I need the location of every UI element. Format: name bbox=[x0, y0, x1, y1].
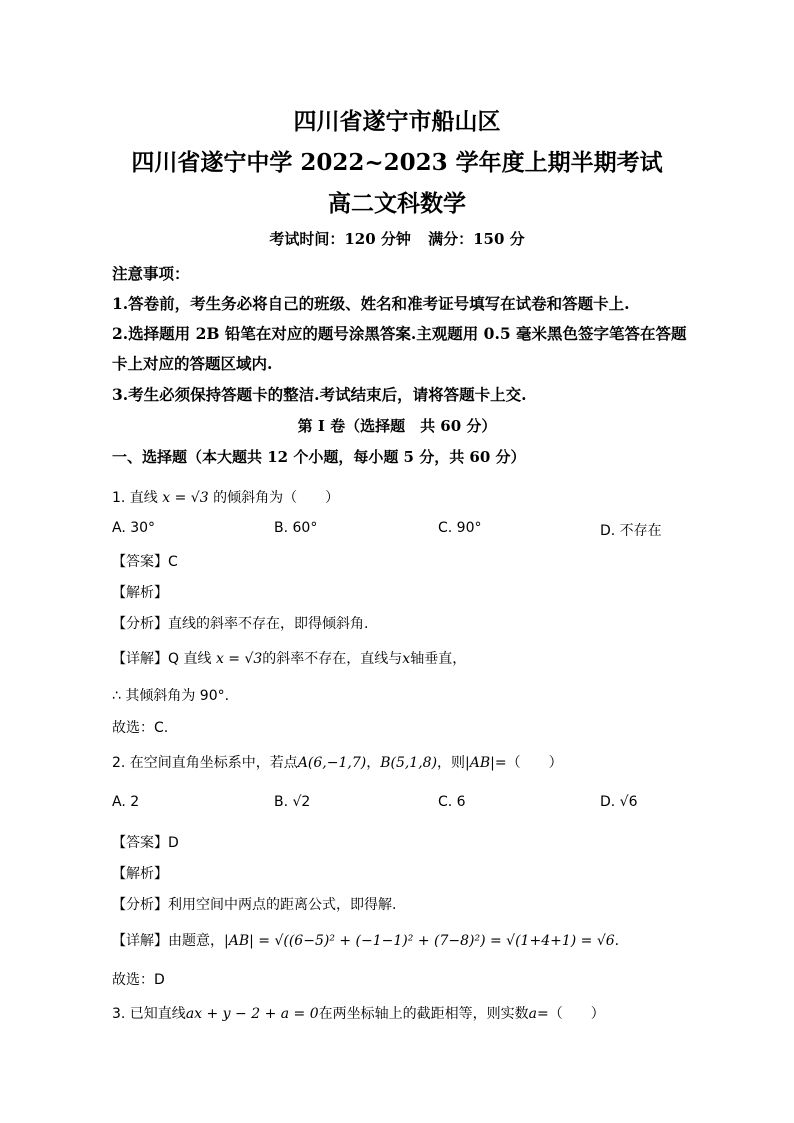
volume-heading: 第 I 卷（选择题 共 60 分） bbox=[297, 417, 497, 435]
q2-point-a: A(6,−1,7) bbox=[297, 755, 367, 771]
q2-option-c: C. 6 bbox=[438, 794, 466, 810]
q2-option-a: A. 2 bbox=[112, 794, 140, 810]
q2-option-d: D. √6 bbox=[600, 794, 638, 810]
q2-option-b: B. √2 bbox=[274, 794, 311, 810]
q1-analysis-tag: 【解析】 bbox=[112, 585, 168, 601]
q1-equation: x = √3 bbox=[162, 490, 209, 506]
q2-fenxi: 【分析】利用空间中两点的距离公式，即得解. bbox=[112, 897, 397, 913]
q2-answer: 【答案】D bbox=[112, 835, 179, 851]
q3-equation: ax + y − 2 + a = 0 bbox=[185, 1006, 319, 1022]
q1-stem: 1. 直线 x = √3 的倾斜角为（ ） bbox=[112, 490, 340, 506]
q2-xiangjie: 【详解】由题意，|AB| = √((6−5)² + (−1−1)² + (7−8)²) = √(1+4+1) = √6. bbox=[112, 933, 620, 949]
notice-item-1: 1.答卷前，考生务必将自己的班级、姓名和准考证号填写在试卷和答题卡上. bbox=[112, 294, 630, 313]
section-heading: 一、选择题（本大题共 12 个小题，每小题 5 分，共 60 分） bbox=[112, 448, 526, 466]
exam-score: 满分：150 分 bbox=[428, 230, 525, 248]
q1-xiangjie: 【详解】Q 直线 x = √3的斜率不存在，直线与x轴垂直， bbox=[112, 651, 467, 667]
q3-stem: 3. 已知直线ax + y − 2 + a = 0在两坐标轴上的截距相等，则实数a=（ ） bbox=[112, 1006, 605, 1022]
exam-time: 考试时间：120 分钟 bbox=[269, 230, 411, 248]
q1-option-d: D. 不存在 bbox=[600, 523, 662, 539]
q2-stem: 2. 在空间直角坐标系中，若点A(6,−1,7)，B(5,1,8)，则|AB|=（ ） bbox=[112, 755, 563, 771]
q1-option-a: A. 30° bbox=[112, 520, 156, 536]
q1-option-c: C. 90° bbox=[438, 520, 482, 536]
q1-option-b: B. 60° bbox=[274, 520, 318, 536]
q1-choose: 故选：C. bbox=[112, 720, 169, 736]
q2-options bbox=[112, 794, 712, 814]
q1-answer: 【答案】C bbox=[112, 554, 178, 570]
notice-heading: 注意事项： bbox=[112, 264, 190, 283]
q2-point-b: B(5,1,8) bbox=[380, 755, 438, 771]
q2-distance-formula: |AB| = √((6−5)² + (−1−1)² + (7−8)²) = √(1+4+1) = √6 bbox=[224, 933, 615, 949]
title-subject: 高二文科数学 bbox=[328, 190, 466, 217]
q2-analysis-tag: 【解析】 bbox=[112, 866, 168, 882]
notice-item-2-cont: 卡上对应的答题区域内. bbox=[112, 354, 273, 373]
title-exam: 四川省遂宁中学 2022~2023 学年度上期半期考试 bbox=[131, 149, 663, 176]
q1-therefore: ∴ 其倾斜角为 90°. bbox=[112, 688, 230, 704]
notice-item-2: 2.选择题用 2B 铅笔在对应的题号涂黑答案.主观题用 0.5 毫米黑色签字笔答在答题 bbox=[112, 324, 687, 343]
q1-fenxi: 【分析】直线的斜率不存在，即得倾斜角. bbox=[112, 616, 369, 632]
q2-choose: 故选：D bbox=[112, 972, 165, 988]
notice-item-3: 3.考生必须保持答题卡的整洁.考试结束后，请将答题卡上交. bbox=[112, 385, 527, 404]
q1-options bbox=[112, 520, 712, 540]
title-region: 四川省遂宁市船山区 bbox=[293, 108, 501, 135]
exam-meta bbox=[0, 228, 794, 249]
